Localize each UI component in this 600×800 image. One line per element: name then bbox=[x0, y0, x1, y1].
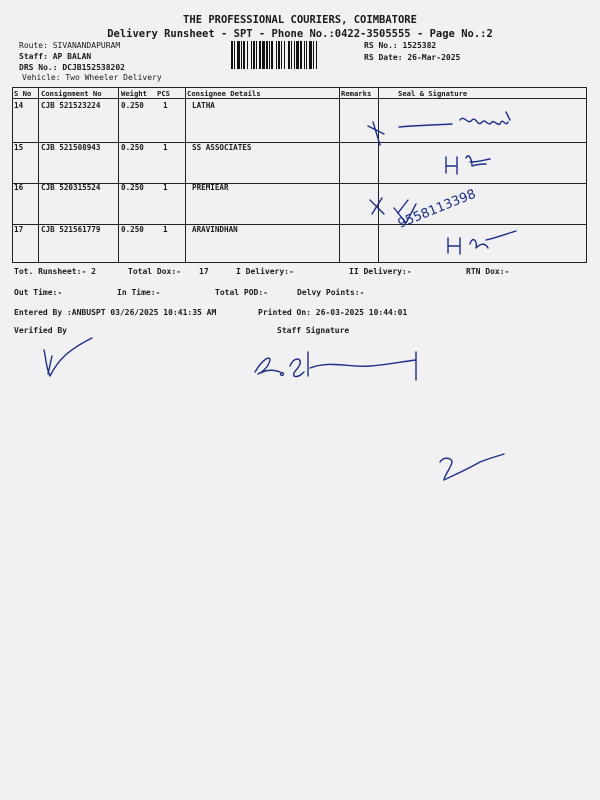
col-header-pcs: PCS bbox=[157, 89, 170, 98]
table-row-weight: 0.250 bbox=[121, 225, 144, 234]
company-title: THE PROFESSIONAL COURIERS, COIMBATORE bbox=[183, 14, 417, 26]
route-label: Route: SIVANANDAPURAM bbox=[19, 41, 121, 50]
table-row-consignee: PREMIEAR bbox=[192, 183, 229, 192]
col-header-consignment: Consignment No bbox=[41, 89, 102, 98]
in-time: In Time:- bbox=[117, 288, 161, 297]
drs-label: DRS No.: DCJB152538202 bbox=[19, 63, 125, 72]
table-row-consignee: LATHA bbox=[192, 101, 215, 110]
total-pod: Total POD:- bbox=[215, 288, 268, 297]
col-header-consignee: Consignee Details bbox=[187, 89, 261, 98]
table-row-consignee: ARAVINDHAN bbox=[192, 225, 238, 234]
printed-on: Printed On: 26-03-2025 10:44:01 bbox=[258, 308, 408, 317]
table-row-weight: 0.250 bbox=[121, 143, 144, 152]
table-row-sno: 15 bbox=[14, 143, 24, 152]
vehicle-label: Vehicle: Two Wheeler Delivery bbox=[22, 73, 162, 82]
table-row-sno: 14 bbox=[14, 101, 24, 110]
i-delivery: I Delivery:- bbox=[236, 267, 294, 276]
rs-date: RS Date: 26-Mar-2025 bbox=[364, 53, 461, 62]
delvy-points: Delvy Points:- bbox=[297, 288, 365, 297]
col-header-weight: Weight bbox=[121, 89, 147, 98]
col-header-seal-signature: Seal & Signature bbox=[398, 89, 468, 98]
staff-label: Staff: AP BALAN bbox=[19, 52, 92, 61]
table-row-sno: 16 bbox=[14, 183, 24, 192]
table-row-consignment: CJB 520315524 bbox=[41, 183, 101, 192]
total-dox-value: 17 bbox=[199, 267, 209, 276]
table-row-weight: 0.250 bbox=[121, 183, 144, 192]
runsheet-subtitle: Delivery Runsheet - SPT - Phone No.:0422-3505555 - Page No.:2 bbox=[107, 28, 493, 40]
tot-runsheet: Tot. Runsheet:- 2 bbox=[14, 267, 96, 276]
table-row-pcs: 1 bbox=[163, 143, 168, 152]
table-row-pcs: 1 bbox=[163, 225, 168, 234]
handwritten-phone: 9558113398 bbox=[395, 186, 479, 232]
staff-signature-label: Staff Signature bbox=[277, 326, 350, 335]
table-row-consignment: CJB 521561779 bbox=[41, 225, 101, 234]
entered-by: Entered By :ANBUSPT 03/26/2025 10:41:35 AM bbox=[14, 308, 217, 317]
table-row-consignment: CJB 521523224 bbox=[41, 101, 101, 110]
ii-delivery: II Delivery:- bbox=[349, 267, 412, 276]
table-row-consignee: SS ASSOCIATES bbox=[192, 143, 252, 152]
table-row-sno: 17 bbox=[14, 225, 24, 234]
table-row-pcs: 1 bbox=[163, 183, 168, 192]
rtn-dox: RTN Dox:- bbox=[466, 267, 510, 276]
total-dox-label: Total Dox:- bbox=[128, 267, 181, 276]
col-header-sno: S No bbox=[14, 89, 32, 98]
out-time: Out Time:- bbox=[14, 288, 63, 297]
table-row-pcs: 1 bbox=[163, 101, 168, 110]
table-row-weight: 0.250 bbox=[121, 101, 144, 110]
col-header-remarks: Remarks bbox=[341, 89, 372, 98]
rs-number: RS No.: 1525382 bbox=[364, 41, 437, 50]
verified-by-label: Verified By bbox=[14, 326, 67, 335]
table-row-consignment: CJB 521508943 bbox=[41, 143, 101, 152]
